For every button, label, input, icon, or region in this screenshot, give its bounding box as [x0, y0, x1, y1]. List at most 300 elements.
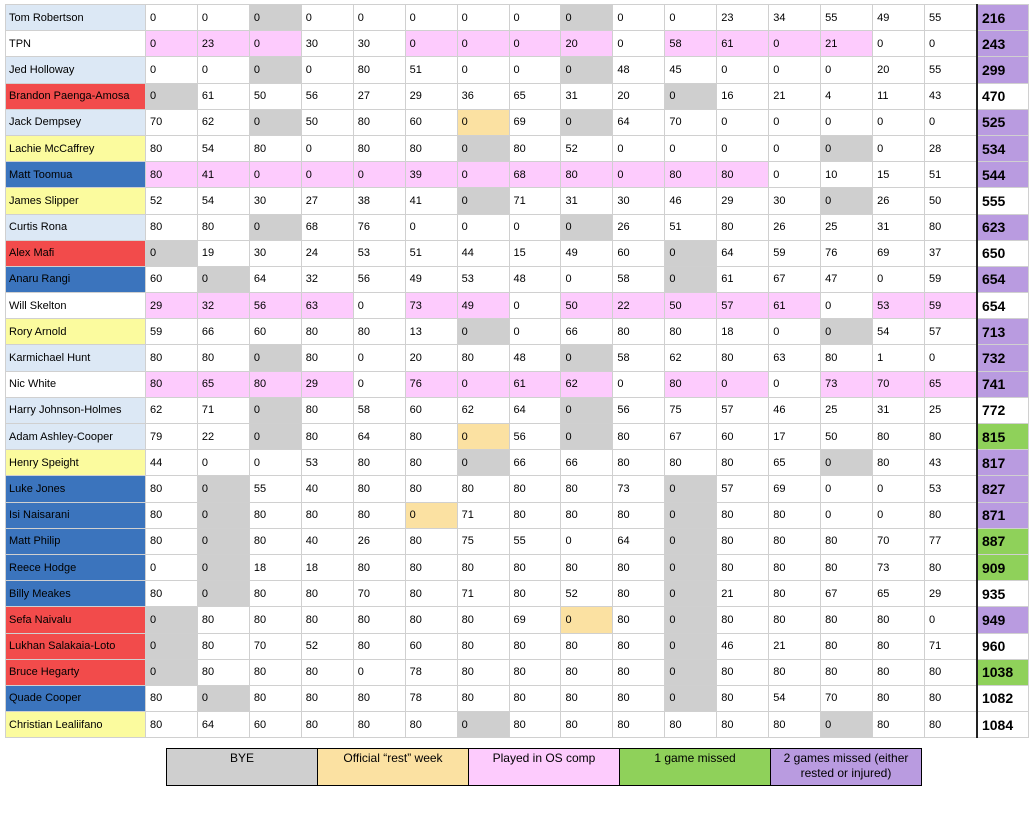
round-minutes-cell: 80 [665, 162, 717, 188]
round-minutes-cell: 0 [457, 57, 509, 83]
round-minutes-cell: 80 [145, 528, 197, 554]
round-minutes-cell: 0 [457, 712, 509, 738]
round-minutes-cell: 0 [145, 554, 197, 580]
round-minutes-cell: 70 [145, 109, 197, 135]
round-minutes-cell: 55 [925, 5, 977, 31]
round-minutes-cell: 0 [873, 109, 925, 135]
round-minutes-cell: 0 [197, 476, 249, 502]
player-name: Jack Dempsey [6, 109, 146, 135]
round-minutes-cell: 80 [353, 502, 405, 528]
player-name: Jed Holloway [6, 57, 146, 83]
round-minutes-cell: 0 [353, 371, 405, 397]
round-minutes-cell: 80 [197, 659, 249, 685]
round-minutes-cell: 48 [509, 266, 561, 292]
round-minutes-cell: 0 [561, 266, 613, 292]
round-minutes-cell: 51 [405, 240, 457, 266]
round-minutes-cell: 48 [509, 345, 561, 371]
total-minutes-cell: 871 [977, 502, 1029, 528]
round-minutes-cell: 80 [509, 581, 561, 607]
round-minutes-cell: 58 [613, 345, 665, 371]
player-row [6, 135, 1029, 161]
round-minutes-cell: 61 [197, 83, 249, 109]
round-minutes-cell: 0 [405, 5, 457, 31]
round-minutes-cell: 80 [769, 712, 821, 738]
round-minutes-cell: 0 [873, 135, 925, 161]
player-row [6, 57, 1029, 83]
total-minutes-cell: 1084 [977, 712, 1029, 738]
player-row [6, 109, 1029, 135]
round-minutes-cell: 62 [145, 397, 197, 423]
round-minutes-cell: 80 [665, 450, 717, 476]
round-minutes-cell: 65 [873, 581, 925, 607]
round-minutes-cell: 80 [613, 607, 665, 633]
round-minutes-cell: 29 [717, 188, 769, 214]
round-minutes-cell: 43 [925, 450, 977, 476]
round-minutes-cell: 61 [717, 266, 769, 292]
round-minutes-cell: 0 [145, 633, 197, 659]
round-minutes-cell: 69 [873, 240, 925, 266]
round-minutes-cell: 0 [873, 476, 925, 502]
round-minutes-cell: 80 [405, 712, 457, 738]
round-minutes-cell: 0 [145, 83, 197, 109]
round-minutes-cell: 17 [769, 424, 821, 450]
round-minutes-cell: 26 [769, 214, 821, 240]
round-minutes-cell: 0 [665, 659, 717, 685]
round-minutes-cell: 0 [821, 188, 873, 214]
round-minutes-cell: 0 [509, 31, 561, 57]
round-minutes-cell: 0 [821, 293, 873, 319]
round-minutes-cell: 80 [873, 633, 925, 659]
player-name: Lachie McCaffrey [6, 135, 146, 161]
round-minutes-cell: 0 [665, 135, 717, 161]
round-minutes-cell: 80 [145, 371, 197, 397]
round-minutes-cell: 0 [821, 319, 873, 345]
total-minutes-cell: 216 [977, 5, 1029, 31]
round-minutes-cell: 71 [457, 502, 509, 528]
round-minutes-cell: 80 [509, 502, 561, 528]
round-minutes-cell: 0 [821, 712, 873, 738]
round-minutes-cell: 52 [561, 135, 613, 161]
round-minutes-cell: 50 [821, 424, 873, 450]
round-minutes-cell: 52 [561, 581, 613, 607]
round-minutes-cell: 54 [873, 319, 925, 345]
legend-item: Official “rest” week [318, 749, 469, 786]
round-minutes-cell: 0 [301, 5, 353, 31]
round-minutes-cell: 80 [353, 607, 405, 633]
round-minutes-cell: 80 [873, 450, 925, 476]
round-minutes-cell: 80 [613, 581, 665, 607]
round-minutes-cell: 70 [873, 528, 925, 554]
round-minutes-cell: 0 [249, 57, 301, 83]
round-minutes-cell: 19 [197, 240, 249, 266]
player-row [6, 712, 1029, 738]
round-minutes-cell: 31 [873, 214, 925, 240]
player-name: TPN [6, 31, 146, 57]
round-minutes-cell: 80 [301, 397, 353, 423]
player-name: James Slipper [6, 188, 146, 214]
round-minutes-cell: 64 [249, 266, 301, 292]
player-row [6, 476, 1029, 502]
round-minutes-cell: 54 [769, 685, 821, 711]
round-minutes-cell: 50 [301, 109, 353, 135]
round-minutes-cell: 0 [925, 31, 977, 57]
total-minutes-cell: 1038 [977, 659, 1029, 685]
round-minutes-cell: 20 [873, 57, 925, 83]
round-minutes-cell: 80 [145, 345, 197, 371]
round-minutes-cell: 80 [717, 450, 769, 476]
round-minutes-cell: 80 [665, 371, 717, 397]
round-minutes-cell: 57 [717, 293, 769, 319]
player-row [6, 319, 1029, 345]
total-minutes-cell: 623 [977, 214, 1029, 240]
round-minutes-cell: 63 [301, 293, 353, 319]
round-minutes-cell: 80 [145, 214, 197, 240]
player-name: Alex Mafi [6, 240, 146, 266]
round-minutes-cell: 30 [249, 240, 301, 266]
round-minutes-cell: 0 [457, 371, 509, 397]
round-minutes-cell: 80 [353, 57, 405, 83]
round-minutes-cell: 27 [353, 83, 405, 109]
round-minutes-cell: 0 [301, 135, 353, 161]
round-minutes-cell: 53 [925, 476, 977, 502]
round-minutes-cell: 79 [145, 424, 197, 450]
round-minutes-cell: 0 [613, 31, 665, 57]
round-minutes-cell: 80 [145, 685, 197, 711]
round-minutes-cell: 0 [665, 528, 717, 554]
round-minutes-cell: 80 [717, 528, 769, 554]
round-minutes-cell: 0 [717, 57, 769, 83]
round-minutes-cell: 46 [769, 397, 821, 423]
round-minutes-cell: 62 [197, 109, 249, 135]
legend-row [167, 749, 922, 786]
round-minutes-cell: 58 [353, 397, 405, 423]
round-minutes-cell: 0 [561, 607, 613, 633]
round-minutes-cell: 80 [613, 712, 665, 738]
round-minutes-cell: 0 [509, 293, 561, 319]
round-minutes-cell: 1 [873, 345, 925, 371]
round-minutes-cell: 39 [405, 162, 457, 188]
round-minutes-cell: 78 [405, 685, 457, 711]
round-minutes-cell: 50 [561, 293, 613, 319]
round-minutes-cell: 80 [925, 659, 977, 685]
round-minutes-cell: 80 [353, 450, 405, 476]
round-minutes-cell: 36 [457, 83, 509, 109]
player-row [6, 214, 1029, 240]
round-minutes-cell: 48 [613, 57, 665, 83]
round-minutes-cell: 80 [561, 633, 613, 659]
round-minutes-cell: 0 [249, 397, 301, 423]
round-minutes-cell: 80 [457, 607, 509, 633]
round-minutes-cell: 80 [249, 528, 301, 554]
round-minutes-cell: 80 [821, 659, 873, 685]
round-minutes-cell: 0 [769, 319, 821, 345]
round-minutes-cell: 0 [665, 633, 717, 659]
total-minutes-cell: 654 [977, 266, 1029, 292]
round-minutes-cell: 80 [509, 633, 561, 659]
round-minutes-cell: 32 [197, 293, 249, 319]
round-minutes-cell: 0 [457, 319, 509, 345]
round-minutes-cell: 0 [457, 162, 509, 188]
round-minutes-cell: 43 [925, 83, 977, 109]
round-minutes-cell: 80 [509, 685, 561, 711]
round-minutes-cell: 0 [353, 659, 405, 685]
round-minutes-cell: 66 [509, 450, 561, 476]
round-minutes-cell: 0 [249, 345, 301, 371]
round-minutes-cell: 80 [301, 685, 353, 711]
round-minutes-cell: 0 [561, 424, 613, 450]
total-minutes-cell: 470 [977, 83, 1029, 109]
round-minutes-cell: 80 [457, 685, 509, 711]
round-minutes-cell: 44 [145, 450, 197, 476]
round-minutes-cell: 0 [561, 57, 613, 83]
round-minutes-cell: 0 [457, 188, 509, 214]
round-minutes-cell: 28 [925, 135, 977, 161]
total-minutes-cell: 1082 [977, 685, 1029, 711]
round-minutes-cell: 0 [249, 162, 301, 188]
round-minutes-cell: 73 [405, 293, 457, 319]
round-minutes-cell: 26 [613, 214, 665, 240]
round-minutes-cell: 0 [561, 5, 613, 31]
round-minutes-cell: 0 [665, 476, 717, 502]
round-minutes-cell: 80 [249, 607, 301, 633]
round-minutes-cell: 80 [353, 476, 405, 502]
round-minutes-cell: 21 [821, 31, 873, 57]
round-minutes-cell: 46 [665, 188, 717, 214]
round-minutes-cell: 45 [665, 57, 717, 83]
round-minutes-cell: 71 [457, 581, 509, 607]
round-minutes-cell: 56 [249, 293, 301, 319]
round-minutes-cell: 80 [197, 607, 249, 633]
player-name: Nic White [6, 371, 146, 397]
player-row [6, 502, 1029, 528]
round-minutes-cell: 57 [717, 476, 769, 502]
round-minutes-cell: 41 [197, 162, 249, 188]
round-minutes-cell: 10 [821, 162, 873, 188]
total-minutes-cell: 772 [977, 397, 1029, 423]
round-minutes-cell: 22 [613, 293, 665, 319]
round-minutes-cell: 80 [197, 214, 249, 240]
round-minutes-cell: 0 [509, 214, 561, 240]
round-minutes-cell: 0 [457, 31, 509, 57]
round-minutes-cell: 57 [717, 397, 769, 423]
round-minutes-cell: 80 [509, 659, 561, 685]
round-minutes-cell: 61 [717, 31, 769, 57]
player-row [6, 424, 1029, 450]
player-name: Luke Jones [6, 476, 146, 502]
round-minutes-cell: 0 [145, 5, 197, 31]
round-minutes-cell: 80 [249, 371, 301, 397]
round-minutes-cell: 0 [353, 293, 405, 319]
round-minutes-cell: 80 [457, 633, 509, 659]
round-minutes-cell: 53 [457, 266, 509, 292]
round-minutes-cell: 80 [561, 162, 613, 188]
round-minutes-cell: 21 [769, 633, 821, 659]
round-minutes-cell: 69 [509, 607, 561, 633]
round-minutes-cell: 0 [717, 109, 769, 135]
round-minutes-cell: 80 [249, 502, 301, 528]
round-minutes-cell: 25 [821, 397, 873, 423]
player-name: Bruce Hegarty [6, 659, 146, 685]
player-row [6, 371, 1029, 397]
round-minutes-cell: 23 [717, 5, 769, 31]
player-row [6, 659, 1029, 685]
round-minutes-cell: 60 [405, 109, 457, 135]
round-minutes-cell: 13 [405, 319, 457, 345]
player-minutes-body [6, 5, 1029, 738]
round-minutes-cell: 0 [613, 162, 665, 188]
round-minutes-cell: 80 [145, 135, 197, 161]
total-minutes-cell: 935 [977, 581, 1029, 607]
round-minutes-cell: 80 [405, 554, 457, 580]
round-minutes-cell: 50 [925, 188, 977, 214]
round-minutes-cell: 41 [405, 188, 457, 214]
round-minutes-cell: 80 [717, 554, 769, 580]
round-minutes-cell: 80 [509, 554, 561, 580]
round-minutes-cell: 27 [301, 188, 353, 214]
round-minutes-cell: 80 [821, 554, 873, 580]
round-minutes-cell: 18 [249, 554, 301, 580]
player-row [6, 450, 1029, 476]
round-minutes-cell: 80 [613, 424, 665, 450]
round-minutes-cell: 80 [613, 685, 665, 711]
round-minutes-cell: 0 [249, 31, 301, 57]
round-minutes-cell: 0 [613, 5, 665, 31]
round-minutes-cell: 0 [561, 214, 613, 240]
round-minutes-cell: 80 [561, 712, 613, 738]
round-minutes-cell: 69 [509, 109, 561, 135]
round-minutes-cell: 66 [561, 450, 613, 476]
round-minutes-cell: 80 [613, 450, 665, 476]
round-minutes-cell: 80 [769, 659, 821, 685]
round-minutes-cell: 0 [717, 371, 769, 397]
round-minutes-cell: 80 [509, 476, 561, 502]
round-minutes-cell: 51 [925, 162, 977, 188]
round-minutes-cell: 80 [925, 685, 977, 711]
round-minutes-cell: 0 [405, 214, 457, 240]
round-minutes-cell: 58 [613, 266, 665, 292]
round-minutes-cell: 64 [613, 109, 665, 135]
round-minutes-cell: 80 [145, 162, 197, 188]
round-minutes-cell: 0 [613, 371, 665, 397]
round-minutes-cell: 80 [925, 502, 977, 528]
round-minutes-cell: 34 [769, 5, 821, 31]
round-minutes-cell: 67 [769, 266, 821, 292]
player-name: Matt Toomua [6, 162, 146, 188]
round-minutes-cell: 0 [197, 57, 249, 83]
player-row [6, 345, 1029, 371]
round-minutes-cell: 0 [145, 57, 197, 83]
round-minutes-cell: 80 [613, 502, 665, 528]
player-row [6, 188, 1029, 214]
round-minutes-cell: 80 [509, 135, 561, 161]
round-minutes-cell: 50 [665, 293, 717, 319]
round-minutes-cell: 80 [353, 712, 405, 738]
round-minutes-cell: 80 [405, 476, 457, 502]
round-minutes-cell: 65 [769, 450, 821, 476]
round-minutes-cell: 15 [873, 162, 925, 188]
round-minutes-cell: 49 [405, 266, 457, 292]
round-minutes-cell: 80 [457, 554, 509, 580]
total-minutes-cell: 817 [977, 450, 1029, 476]
round-minutes-cell: 56 [613, 397, 665, 423]
round-minutes-cell: 80 [249, 135, 301, 161]
round-minutes-cell: 0 [301, 57, 353, 83]
player-row [6, 5, 1029, 31]
round-minutes-cell: 29 [925, 581, 977, 607]
round-minutes-cell: 64 [613, 528, 665, 554]
round-minutes-cell: 70 [249, 633, 301, 659]
round-minutes-cell: 55 [249, 476, 301, 502]
round-minutes-cell: 80 [717, 162, 769, 188]
round-minutes-cell: 40 [301, 528, 353, 554]
round-minutes-cell: 22 [197, 424, 249, 450]
player-name: Henry Speight [6, 450, 146, 476]
round-minutes-cell: 0 [873, 266, 925, 292]
round-minutes-cell: 0 [145, 240, 197, 266]
round-minutes-cell: 63 [769, 345, 821, 371]
round-minutes-cell: 80 [561, 685, 613, 711]
round-minutes-cell: 26 [873, 188, 925, 214]
round-minutes-cell: 0 [457, 5, 509, 31]
round-minutes-cell: 64 [717, 240, 769, 266]
round-minutes-cell: 80 [717, 502, 769, 528]
round-minutes-cell: 0 [665, 581, 717, 607]
round-minutes-cell: 0 [353, 162, 405, 188]
total-minutes-cell: 887 [977, 528, 1029, 554]
round-minutes-cell: 71 [197, 397, 249, 423]
round-minutes-cell: 68 [301, 214, 353, 240]
round-minutes-cell: 18 [301, 554, 353, 580]
round-minutes-cell: 0 [197, 685, 249, 711]
round-minutes-cell: 21 [769, 83, 821, 109]
round-minutes-cell: 50 [249, 83, 301, 109]
player-row [6, 397, 1029, 423]
round-minutes-cell: 0 [769, 162, 821, 188]
round-minutes-cell: 65 [197, 371, 249, 397]
round-minutes-cell: 68 [509, 162, 561, 188]
round-minutes-cell: 0 [145, 31, 197, 57]
round-minutes-cell: 0 [405, 31, 457, 57]
round-minutes-cell: 53 [301, 450, 353, 476]
round-minutes-cell: 47 [821, 266, 873, 292]
round-minutes-cell: 44 [457, 240, 509, 266]
round-minutes-cell: 0 [353, 5, 405, 31]
round-minutes-cell: 51 [665, 214, 717, 240]
round-minutes-cell: 57 [925, 319, 977, 345]
round-minutes-cell: 80 [197, 345, 249, 371]
round-minutes-cell: 80 [301, 502, 353, 528]
player-row [6, 266, 1029, 292]
round-minutes-cell: 0 [197, 5, 249, 31]
round-minutes-cell: 60 [613, 240, 665, 266]
round-minutes-cell: 0 [665, 5, 717, 31]
round-minutes-cell: 80 [353, 685, 405, 711]
round-minutes-cell: 0 [665, 83, 717, 109]
round-minutes-cell: 18 [717, 319, 769, 345]
round-minutes-cell: 0 [821, 476, 873, 502]
total-minutes-cell: 534 [977, 135, 1029, 161]
round-minutes-cell: 80 [301, 319, 353, 345]
total-minutes-cell: 243 [977, 31, 1029, 57]
player-name: Christian Lealiifano [6, 712, 146, 738]
round-minutes-cell: 80 [145, 581, 197, 607]
round-minutes-cell: 0 [925, 607, 977, 633]
round-minutes-cell: 4 [821, 83, 873, 109]
round-minutes-cell: 25 [821, 214, 873, 240]
total-minutes-cell: 949 [977, 607, 1029, 633]
round-minutes-cell: 67 [821, 581, 873, 607]
player-row [6, 31, 1029, 57]
